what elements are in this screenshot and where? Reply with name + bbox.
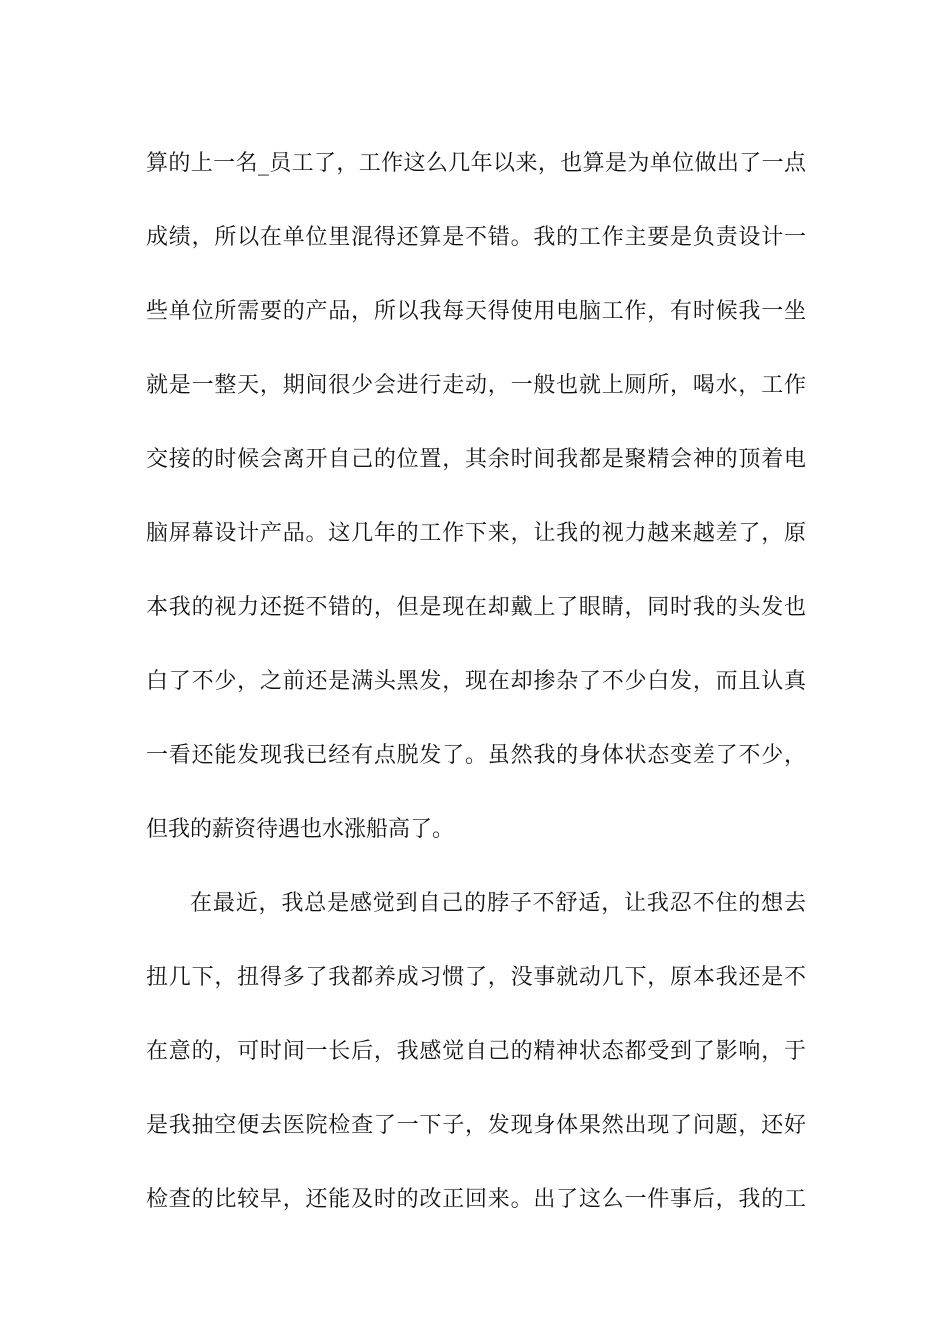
paragraph-2 <box>146 867 806 1237</box>
text-line: 交接的时候会离开自己的位置，其余时间我都是聚精会神的顶着电 <box>146 447 806 472</box>
text-line: 本我的视力还挺不错的，但是现在却戴上了眼睛，同时我的头发也 <box>146 595 806 620</box>
text-line: 一看还能发现我已经有点脱发了。虽然我的身体状态变差了不少， <box>146 743 806 768</box>
text-line: 成绩，所以在单位里混得还算是不错。我的工作主要是负责设计一 <box>146 225 806 250</box>
paragraph-1 <box>146 127 806 867</box>
text-line: 脑屏幕设计产品。这几年的工作下来，让我的视力越来越差了，原 <box>146 521 806 546</box>
text-line: 在最近，我总是感觉到自己的脖子不舒适，让我忍不住的想去 <box>190 891 806 916</box>
text-line: 些单位所需要的产品，所以我每天得使用电脑工作，有时候我一坐 <box>146 299 806 324</box>
text-line: 算的上一名_员工了，工作这么几年以来，也算是为单位做出了一点 <box>146 151 806 176</box>
text-line: 扭几下，扭得多了我都养成习惯了，没事就动几下，原本我还是不 <box>146 965 806 990</box>
text-line: 但我的薪资待遇也水涨船高了。 <box>146 817 455 842</box>
text-line: 检查的比较早，还能及时的改正回来。出了这么一件事后，我的工 <box>146 1187 806 1212</box>
document-body <box>146 127 806 1237</box>
text-line: 在意的，可时间一长后，我感觉自己的精神状态都受到了影响，于 <box>146 1039 806 1064</box>
text-line: 是我抽空便去医院检查了一下子，发现身体果然出现了问题，还好 <box>146 1113 806 1138</box>
text-line: 就是一整天，期间很少会进行走动，一般也就上厕所，喝水，工作 <box>146 373 806 398</box>
text-line: 白了不少，之前还是满头黑发，现在却掺杂了不少白发，而且认真 <box>146 669 806 694</box>
